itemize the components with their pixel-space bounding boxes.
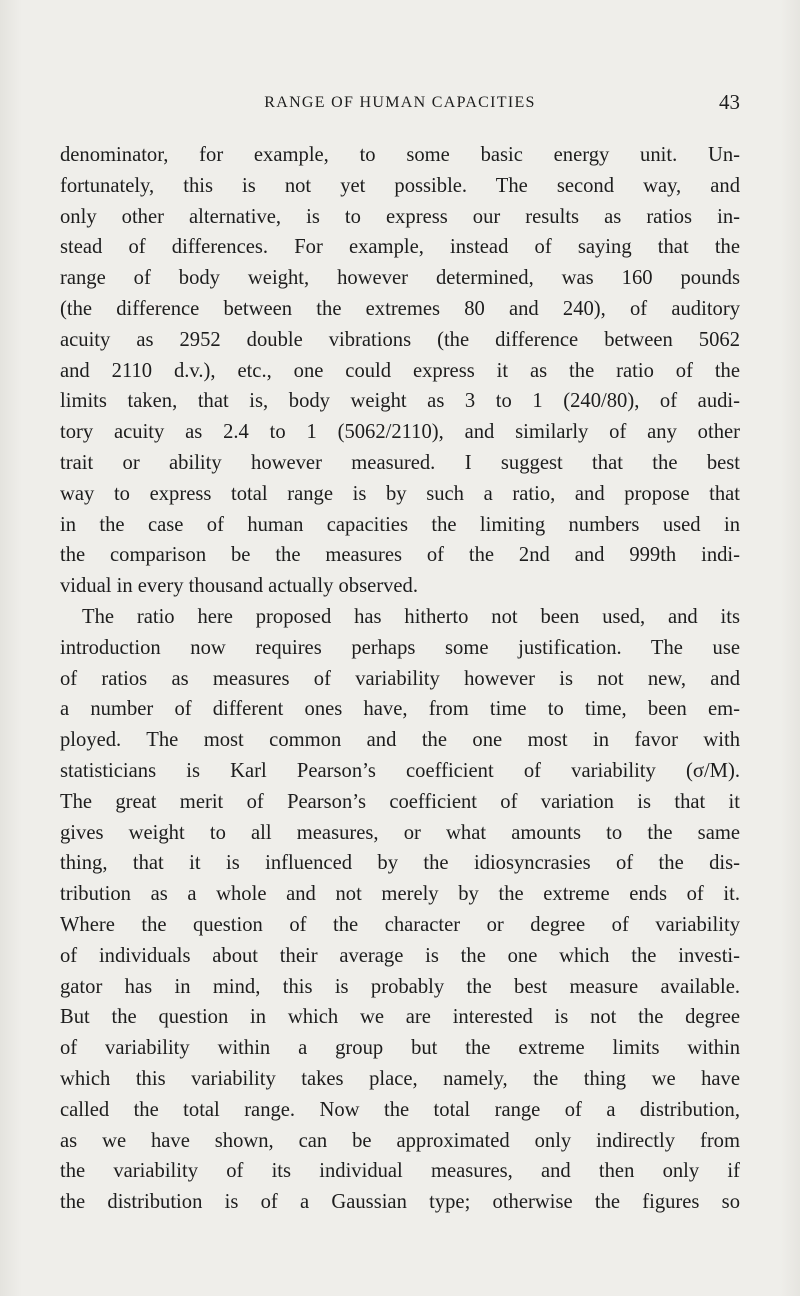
text-line: But the question in which we are interested is not the degree [60, 1006, 740, 1029]
text-line: only other alternative, is to express our results as ratios in- [60, 205, 740, 228]
text-line: of variability within a group but the extreme limits within [60, 1037, 740, 1060]
text-line: The ratio here proposed has hitherto not been used, and its [82, 605, 740, 628]
text-line: fortunately, this is not yet possible. The second way, and [60, 174, 740, 197]
text-line: tribution as a whole and not merely by the extreme ends of it. [60, 883, 740, 906]
text-line: (the difference between the extremes 80 and 240), of auditory [60, 297, 740, 320]
text-line: thing, that it is influenced by the idiosyncrasies of the dis- [60, 852, 740, 875]
text-line: and 2110 d.v.), etc., one could express it as the ratio of the [60, 359, 740, 382]
running-title: RANGE OF HUMAN CAPACITIES [264, 94, 536, 111]
text-line: of ratios as measures of variability however is not new, and [60, 667, 740, 690]
text-line: a number of different ones have, from time to time, been em- [60, 698, 740, 721]
text-line: acuity as 2952 double vibrations (the difference between 5062 [60, 328, 740, 351]
text-line: introduction now requires perhaps some justification. The use [60, 636, 740, 659]
running-header [60, 92, 740, 120]
text-line: statisticians is Karl Pearson’s coefficient of variability (σ/M). [60, 759, 740, 782]
text-line: called the total range. Now the total range of a distribution, [60, 1098, 740, 1121]
text-line: which this variability takes place, namely, the thing we have [60, 1067, 740, 1090]
text-line: the comparison be the measures of the 2nd and 999th indi- [60, 544, 740, 567]
text-line: way to express total range is by such a ratio, and propose that [60, 482, 740, 505]
text-line: the variability of its individual measures, and then only if [60, 1160, 740, 1183]
text-line: The great merit of Pearson’s coefficient of variation is that it [60, 790, 740, 813]
text-line: denominator, for example, to some basic energy unit. Un- [60, 144, 740, 166]
text-line: ployed. The most common and the one most in favor with [60, 729, 740, 752]
text-line: tory acuity as 2.4 to 1 (5062/2110), and similarly of any other [60, 421, 740, 444]
page-number: 43 [719, 90, 740, 114]
text-line: range of body weight, however determined, was 160 pounds [60, 267, 740, 290]
text-line: of individuals about their average is the one which the investi- [60, 944, 740, 967]
text-line: as we have shown, can be approximated only indirectly from [60, 1129, 740, 1152]
text-line: gives weight to all measures, or what amounts to the same [60, 821, 740, 844]
text-line: stead of differences. For example, instead of saying that the [60, 236, 740, 259]
text-line: the distribution is of a Gaussian type; otherwise the figures so [60, 1191, 740, 1214]
text-line: trait or ability however measured. I suggest that the best [60, 451, 740, 474]
text-line: vidual in every thousand actually observed. [60, 575, 418, 598]
text-line: limits taken, that is, body weight as 3 to 1 (240/80), of audi- [60, 390, 740, 413]
text-line: gator has in mind, this is probably the best measure available. [60, 975, 740, 998]
text-line: in the case of human capacities the limiting numbers used in [60, 513, 740, 536]
body-text [60, 140, 740, 1218]
text-line: Where the question of the character or degree of variability [60, 913, 740, 936]
